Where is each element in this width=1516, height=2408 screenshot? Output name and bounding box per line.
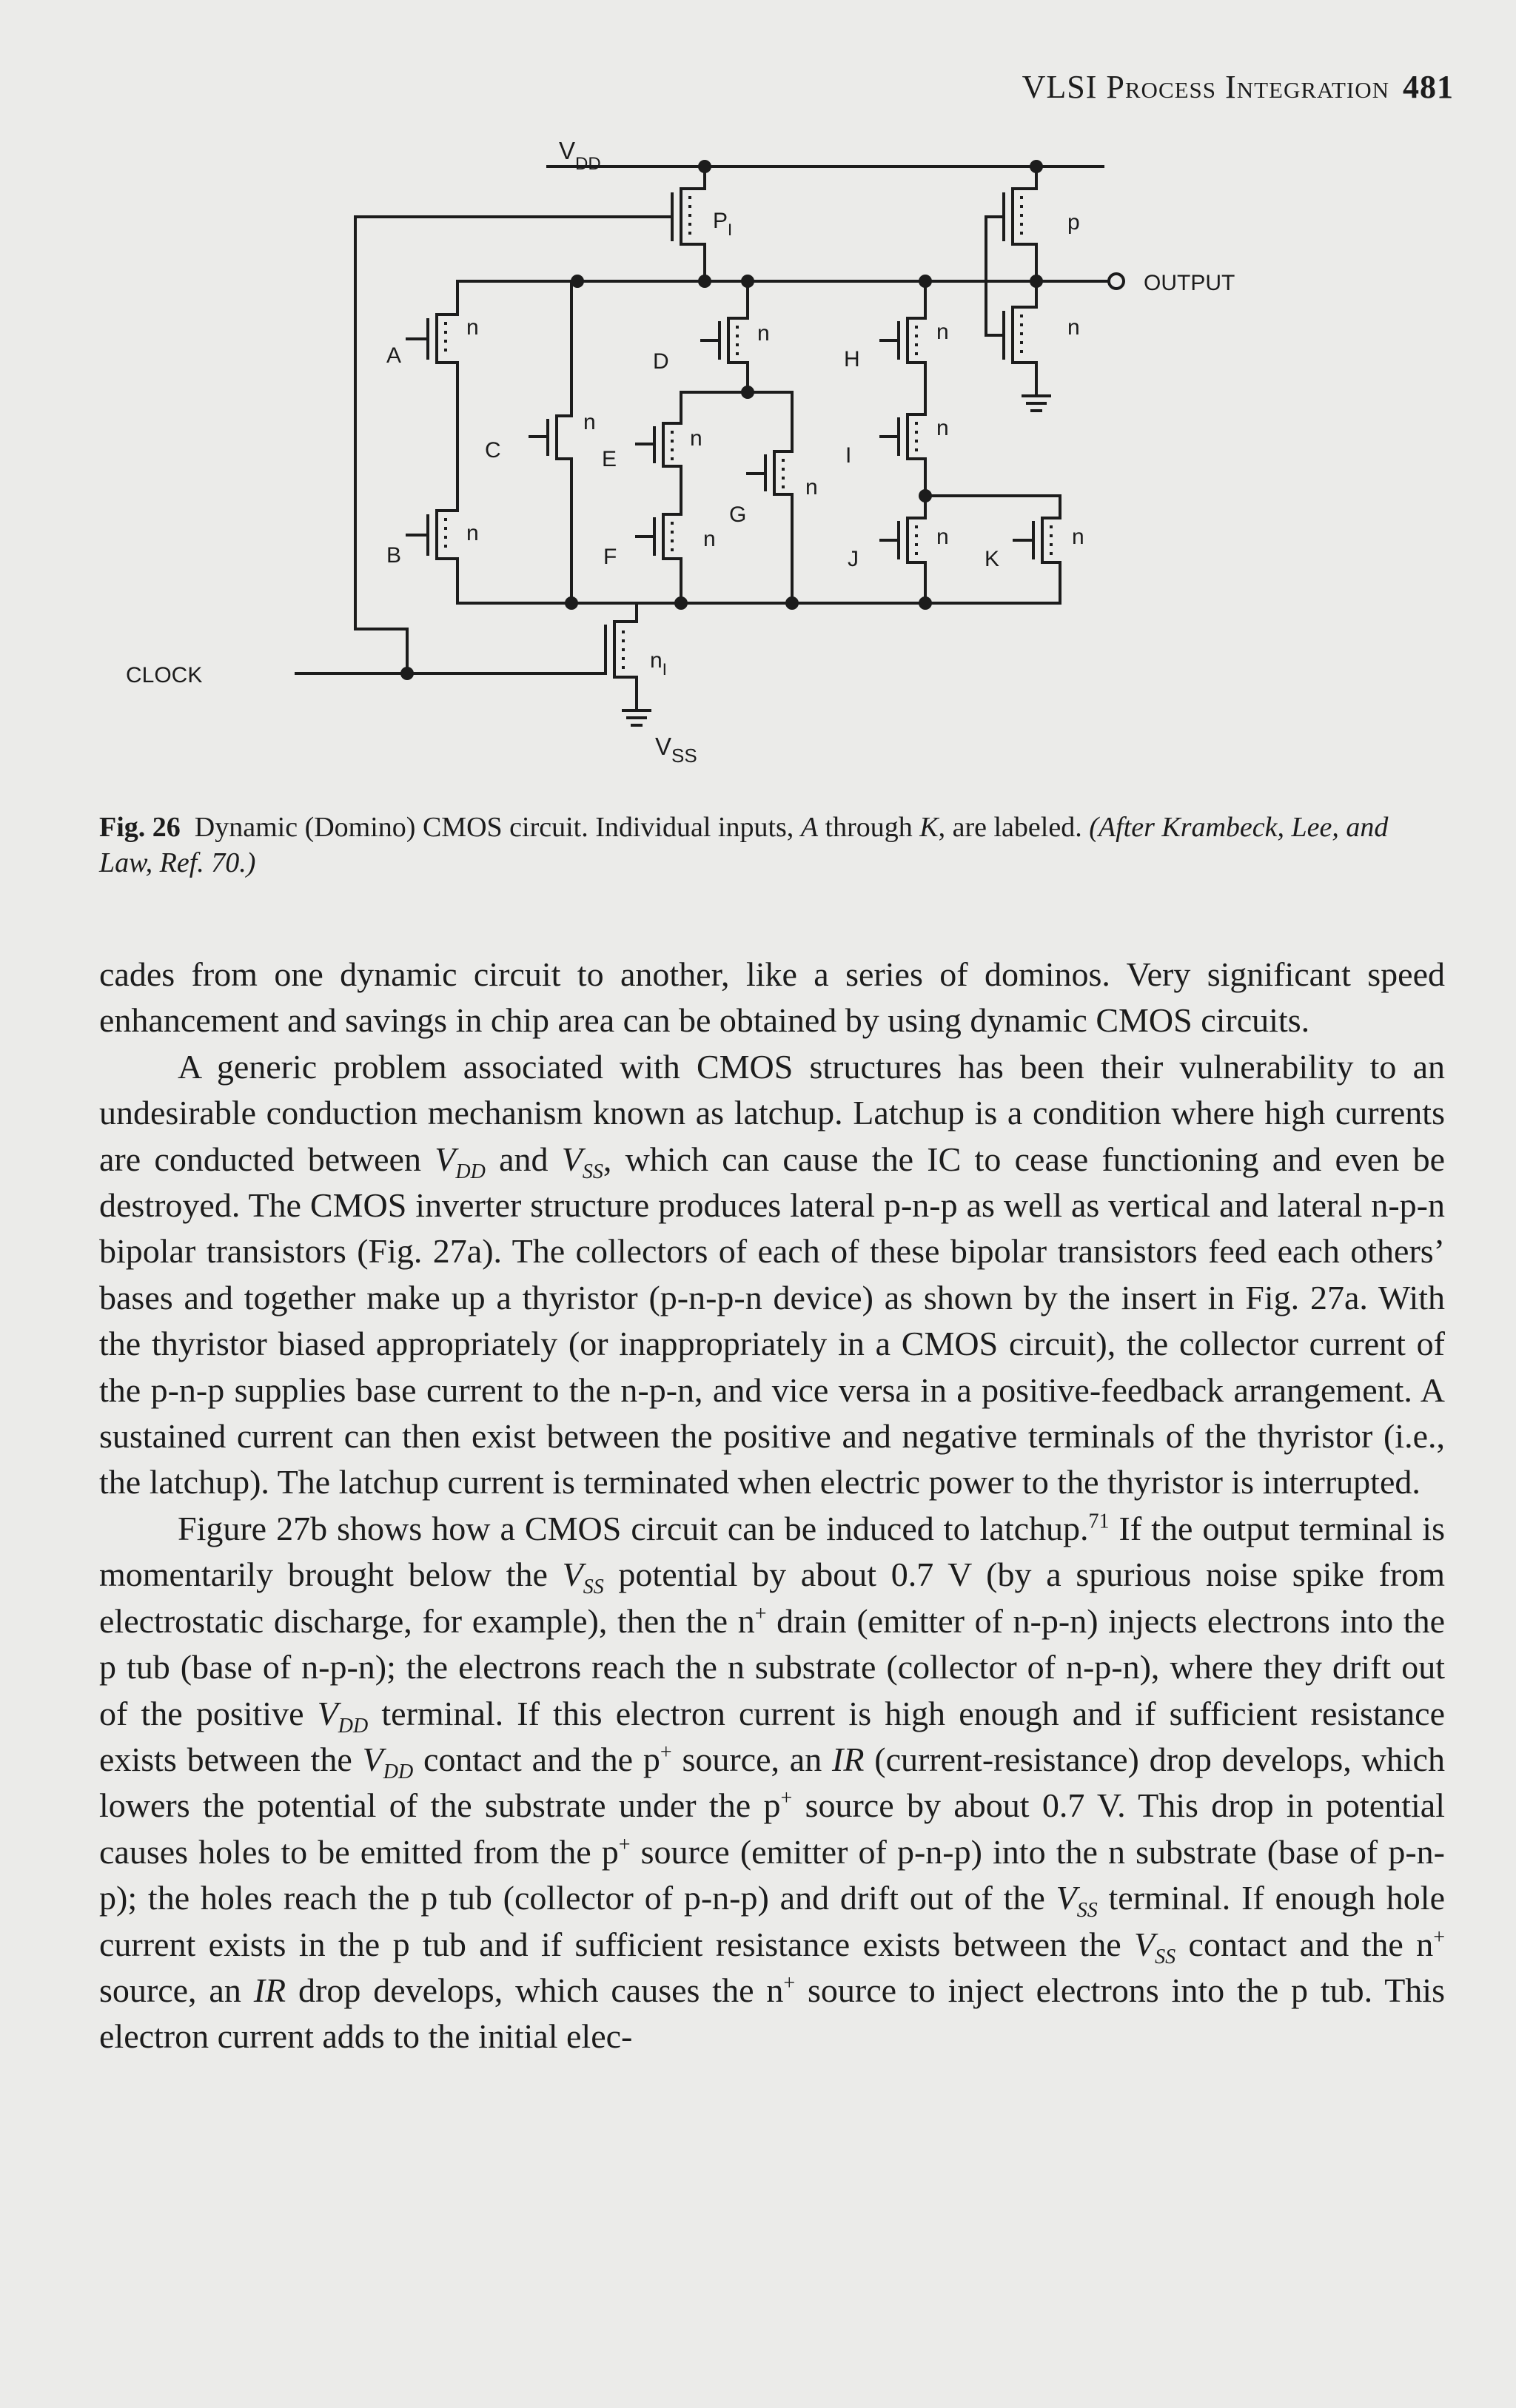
figure-caption: Fig. 26 Dynamic (Domino) CMOS circuit. Individual inputs, A through K, are labeled. (After Krambeck, Lee, and Law, Ref. 70.) <box>99 812 1389 878</box>
input-label-d: D <box>653 349 669 374</box>
n-label-h: n <box>936 320 949 344</box>
input-label-b: B <box>386 543 402 568</box>
n-label-e: n <box>690 426 702 451</box>
p1-label: $P_I$ <box>713 209 733 239</box>
n-label-j: n <box>936 525 949 549</box>
n-label-b: n <box>466 521 479 545</box>
input-label-h: H <box>844 347 860 371</box>
input-label-c: C <box>485 438 501 463</box>
figure-number: Fig. 26 <box>99 812 181 843</box>
channel-dots <box>446 196 1051 670</box>
output-label: OUTPUT <box>1144 271 1235 295</box>
circuit-wires <box>296 167 1109 725</box>
input-label-e: E <box>602 447 617 471</box>
p-out-label: p <box>1067 210 1080 235</box>
output-terminal <box>1109 274 1124 289</box>
circuit-diagram <box>126 137 1303 792</box>
reference-71: 71 <box>1088 1510 1110 1533</box>
n-label-c: n <box>583 410 596 434</box>
input-label-j: J <box>848 547 859 571</box>
vss-label: $V_{SS}$ <box>655 733 697 767</box>
running-header <box>1022 68 1454 106</box>
n-label-g: n <box>805 475 818 500</box>
paragraph-1: cades from one dynamic circuit to another, like a series of dominos. Very significant speed enhancement and savings in chip area can be obtained by using dynamic CMOS circuits. <box>99 955 1445 1040</box>
vdd-label: $V_{DD}$ <box>559 137 601 174</box>
header-title: VLSI Process Integration <box>1022 69 1389 105</box>
n-label-f: n <box>703 527 716 551</box>
n-label-i: n <box>936 416 949 440</box>
n-label-a: n <box>466 315 479 340</box>
input-label-i: I <box>845 443 852 468</box>
n-label-d: n <box>757 321 770 346</box>
page-number: 481 <box>1403 69 1454 105</box>
n-out-label: n <box>1067 315 1080 340</box>
n1-label: $n_I$ <box>650 648 667 679</box>
input-label-a: A <box>386 343 402 368</box>
input-label-k: K <box>985 547 1000 571</box>
input-label-g: G <box>729 502 747 527</box>
domino-cmos-circuit-figure <box>126 137 1303 792</box>
paragraph-2: A generic problem associated with CMOS structures has been their vulnerability to an undesirable conduction mechanism known as latchup. Latchup is a condition where high currents are conducted between $V_{DD}$ and $V_{SS}$, which can cause the IC to cease functioning and even be destroyed. The CMOS inverter structure produces lateral p-n-p as well as vertical and lateral n-p-n bipolar transistors (Fig. 27a). The collectors of each of these bipolar transistors feed each others’ bases and together make up a thyristor (p-n-p-n device) as shown by the insert in Fig. 27a. With the thyristor biased appropriately (or inappropriately in a CMOS circuit), the collector current of the p-n-p supplies base current to the n-p-n, and vice versa in a positive-feedback arrangement. A sustained current can then exist between the positive and negative terminals of the thyristor (i.e., the latchup). The latchup current is terminated when electric power to the thyristor is interrupted. <box>99 1047 1445 1501</box>
n-label-k: n <box>1072 525 1084 549</box>
input-label-f: F <box>603 545 617 569</box>
paragraph-3: Figure 27b shows how a CMOS circuit can be induced to latchup.$^{71}$ If the output terminal is momentarily brought below the $V_{SS}$ potential by about 0.7 V (by a spurious noise spike from electrostatic discharge, for example), then the n+ drain (emitter of n-p-n) injects electrons into the p tub (base of n-p-n); the electrons reach the n substrate (collector of n-p-n), where they drift out of the positive $V_{DD}$ terminal. If this electron current is high enough and if sufficient resistance exists between the $V_{DD}$ contact and the p+ source, an IR (current-resistance) drop develops, which lowers the potential of the substrate under the p+ source by about 0.7 V. This drop in potential causes holes to be emitted from the p+ source (emitter of p-n-p) into the n substrate (base of p-n-p); the holes reach the p tub (collector of p-n-p) and drift out of the $V_{SS}$ terminal. If enough hole current exists in the p tub and if sufficient resistance exists between the $V_{SS}$ contact and the n+ source, an IR drop develops, which causes the n+ source to inject electrons into the p tub. This electron current adds to the initial elec- <box>99 1509 1446 2056</box>
clock-label: CLOCK <box>126 663 203 687</box>
caption-citation: (After Krambeck, Lee, and Law, Ref. 70.) <box>99 812 1389 878</box>
body-text <box>99 952 1445 2060</box>
